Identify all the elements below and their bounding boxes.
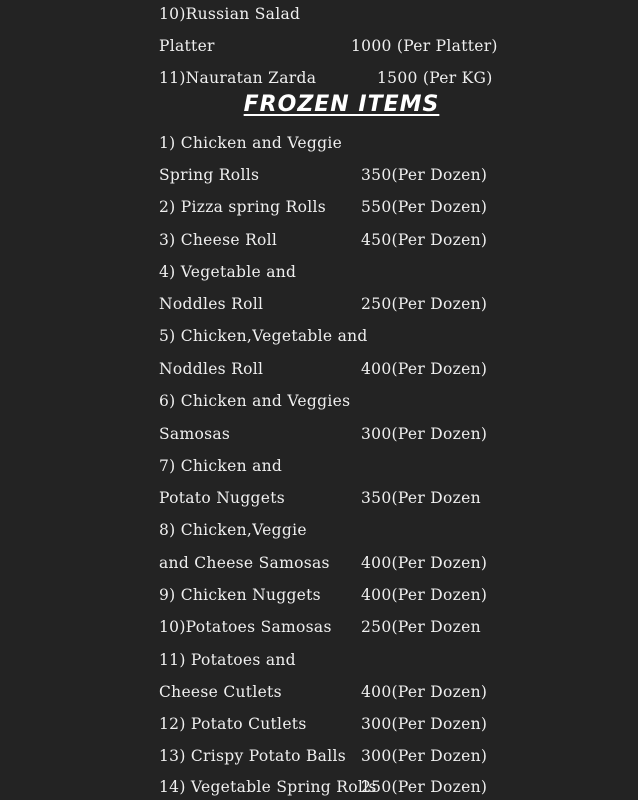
item-name: 6) Chicken and Veggies (159, 392, 351, 410)
item-name: 10)Russian Salad (159, 5, 301, 23)
item-price: 550(Per Dozen) (361, 198, 488, 216)
item-name: 7) Chicken and (159, 457, 283, 475)
menu-line (159, 163, 259, 187)
item-price: 300(Per Dozen) (361, 425, 488, 443)
item-price: 300(Per Dozen) (361, 715, 488, 733)
menu-line (159, 2, 300, 26)
menu-line (159, 34, 215, 58)
item-name: 13) Crispy Potato Balls (159, 747, 346, 765)
menu-line (159, 583, 321, 607)
item-name: 4) Vegetable and (159, 263, 297, 281)
item-name: and Cheese Samosas (159, 554, 330, 572)
menu-line (159, 775, 377, 799)
item-name: Noddles Roll (159, 295, 264, 313)
item-price: 350(Per Dozen (361, 489, 481, 507)
item-name: Samosas (159, 425, 231, 443)
item-price: 250(Per Dozen) (361, 778, 488, 796)
item-price: 1000 (Per Platter) (351, 37, 498, 55)
item-name: 12) Potato Cutlets (159, 715, 307, 733)
item-price: 350(Per Dozen) (361, 166, 488, 184)
menu-line (159, 551, 330, 575)
item-name: 11) Potatoes and (159, 651, 296, 669)
menu-line (159, 260, 296, 284)
menu-line (159, 648, 296, 672)
item-name: 10)Potatoes Samosas (159, 618, 332, 636)
item-name: Spring Rolls (159, 166, 260, 184)
item-price: 1500 (Per KG) (377, 69, 493, 87)
menu-line (159, 712, 307, 736)
menu-line (159, 292, 263, 316)
item-name: Cheese Cutlets (159, 683, 282, 701)
item-name: 3) Cheese Roll (159, 231, 278, 249)
item-name: 5) Chicken,Vegetable and (159, 327, 368, 345)
menu-line (159, 131, 342, 155)
menu-line (159, 680, 282, 704)
menu-line (159, 454, 282, 478)
item-price: 450(Per Dozen) (361, 231, 488, 249)
menu-line (159, 66, 316, 90)
item-name: 9) Chicken Nuggets (159, 586, 321, 604)
item-name: 2) Pizza spring Rolls (159, 198, 326, 216)
item-price: 400(Per Dozen) (361, 683, 488, 701)
item-price: 250(Per Dozen (361, 618, 481, 636)
menu-line (159, 324, 368, 348)
menu-line (159, 389, 350, 413)
item-name: Potato Nuggets (159, 489, 286, 507)
menu-line (159, 518, 307, 542)
menu-line (159, 744, 346, 768)
menu-line (159, 195, 326, 219)
item-price: 250(Per Dozen) (361, 295, 488, 313)
menu-line (159, 357, 263, 381)
menu-line (159, 486, 285, 510)
item-price: 400(Per Dozen) (361, 360, 488, 378)
item-name: Noddles Roll (159, 360, 264, 378)
menu-line (159, 228, 277, 252)
menu-line (159, 422, 230, 446)
item-price: 300(Per Dozen) (361, 747, 488, 765)
item-price: 400(Per Dozen) (361, 554, 488, 572)
item-name: 1) Chicken and Veggie (159, 134, 343, 152)
item-name: 14) Vegetable Spring Rolls (159, 778, 377, 796)
item-name: 8) Chicken,Veggie (159, 521, 307, 539)
item-name: Platter (159, 37, 215, 55)
item-name: 11)Nauratan Zarda (159, 69, 317, 87)
item-price: 400(Per Dozen) (361, 586, 488, 604)
section-title: FROZEN ITEMS (243, 92, 440, 117)
menu-line (159, 615, 332, 639)
